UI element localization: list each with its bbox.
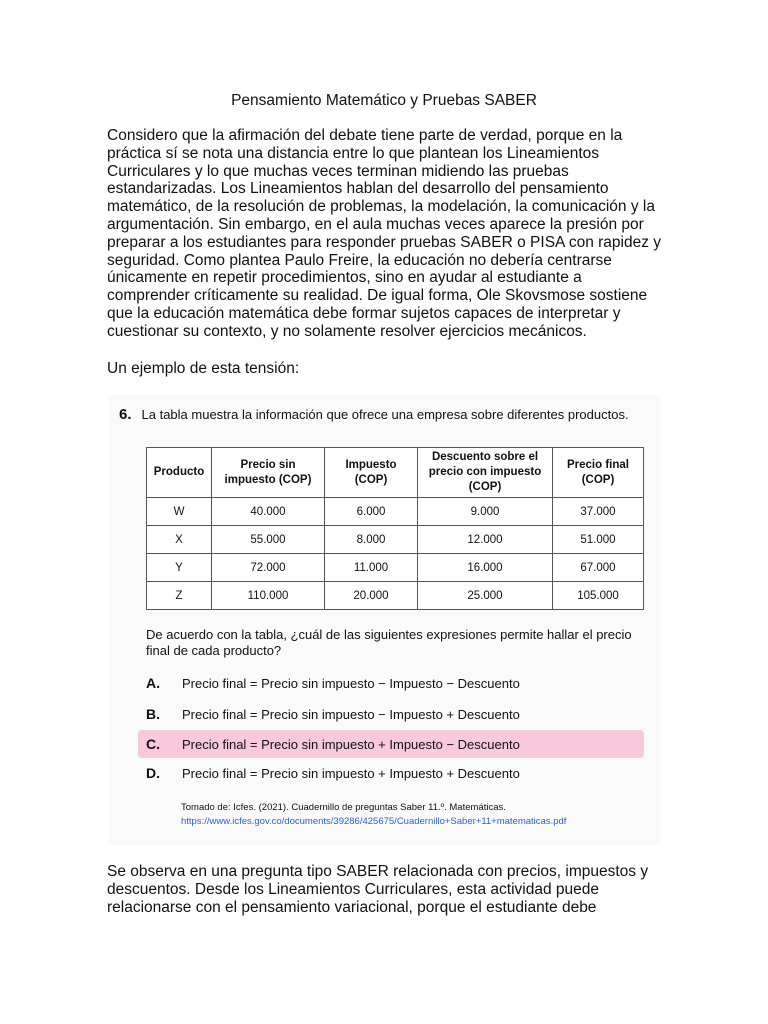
document-title: Pensamiento Matemático y Pruebas SABER (231, 92, 537, 109)
table-row (147, 498, 644, 526)
paragraph-analysis: Se observa en una pregunta tipo SABER relacionada con precios, impuestos y descuentos. Desde los Lineamientos Curriculares, esta actividad puede relacionarse con el pensamiento variacional, porque el estudiante debe (107, 863, 649, 916)
table-cell: 72.000 (212, 554, 325, 582)
table-cell: 11.000 (325, 554, 418, 582)
table-cell: 9.000 (418, 498, 553, 526)
option-a[interactable] (138, 669, 644, 697)
table-cell: 25.000 (418, 582, 553, 610)
table-cell: Z (147, 582, 212, 610)
option-text: Precio final = Precio sin impuesto − Impuesto − Descuento (182, 675, 520, 691)
question-number: 6. (119, 406, 132, 423)
question-prompt: De acuerdo con la tabla, ¿cuál de las siguientes expresiones permite hallar el precio final de cada producto? (146, 627, 632, 658)
table-row (147, 582, 644, 610)
products-table (146, 447, 644, 610)
table-cell: 37.000 (553, 498, 644, 526)
option-text: Precio final = Precio sin impuesto + Impuesto + Descuento (182, 765, 520, 781)
question-statement: La tabla muestra la información que ofrece una empresa sobre diferentes productos. (141, 407, 629, 422)
option-text: Precio final = Precio sin impuesto − Impuesto + Descuento (182, 706, 520, 722)
table-cell: 105.000 (553, 582, 644, 610)
table-cell: 55.000 (212, 526, 325, 554)
source-link[interactable]: https://www.icfes.gov.co/documents/39286/425675/Cuadernillo+Saber+11+matematicas.pdf (181, 816, 567, 827)
option-letter: D. (146, 765, 160, 781)
source-citation (181, 801, 566, 829)
paragraph-example-lead: Un ejemplo de esta tensión: (107, 360, 300, 377)
option-letter: A. (146, 675, 160, 691)
option-letter: B. (146, 706, 160, 722)
table-cell: 40.000 (212, 498, 325, 526)
question-header (119, 407, 629, 423)
option-letter: C. (146, 736, 160, 752)
table-cell: W (147, 498, 212, 526)
table-cell: 6.000 (325, 498, 418, 526)
table-header-row (147, 448, 644, 498)
option-b[interactable] (138, 700, 644, 728)
table-cell: 51.000 (553, 526, 644, 554)
table-cell: 67.000 (553, 554, 644, 582)
header-impuesto: Impuesto (COP) (325, 448, 418, 498)
table-cell: 8.000 (325, 526, 418, 554)
header-producto: Producto (147, 448, 212, 498)
table-cell: X (147, 526, 212, 554)
option-c[interactable] (138, 730, 644, 758)
option-text: Precio final = Precio sin impuesto + Impuesto − Descuento (182, 736, 520, 752)
table-cell: Y (147, 554, 212, 582)
table-cell: 110.000 (212, 582, 325, 610)
paragraph-intro: Considero que la afirmación del debate tiene parte de verdad, porque en la práctica sí se nota una distancia entre lo que plantean los Lineamientos Curriculares y lo que muchas veces terminan midiendo las pruebas estandarizadas. Los Lineamientos hablan del desarrollo del pensamiento matemático, de la resolución de problemas, la modelación, la comunicación y la argumentación. Sin embargo, en el aula muchas veces aparece la presión por preparar a los estudiantes para responder pruebas SABER o PISA con rapidez y seguridad. Como plantea Paulo Freire, la educación no debería centrarse únicamente en repetir procedimientos, sino en ayudar al estudiante a comprender críticamente su realidad. De igual forma, Ole Skovsmose sostiene que la educación matemática debe formar sujetos capaces de interpretar y cuestionar su contexto, y no solamente resolver ejercicios mecánicos. (107, 127, 662, 340)
table-cell: 20.000 (325, 582, 418, 610)
header-precio-sin-impuesto: Precio sin impuesto (COP) (212, 448, 325, 498)
source-text: Tomado de: Icfes. (2021). Cuadernillo de preguntas Saber 11.º. Matemáticas. (181, 802, 506, 813)
table-cell: 16.000 (418, 554, 553, 582)
header-precio-final: Precio final (COP) (553, 448, 644, 498)
table-row (147, 554, 644, 582)
option-d[interactable] (138, 759, 644, 787)
table-row (147, 526, 644, 554)
table-cell: 12.000 (418, 526, 553, 554)
header-descuento: Descuento sobre el precio con impuesto (COP) (418, 448, 553, 498)
saber-question-figure (109, 395, 660, 845)
